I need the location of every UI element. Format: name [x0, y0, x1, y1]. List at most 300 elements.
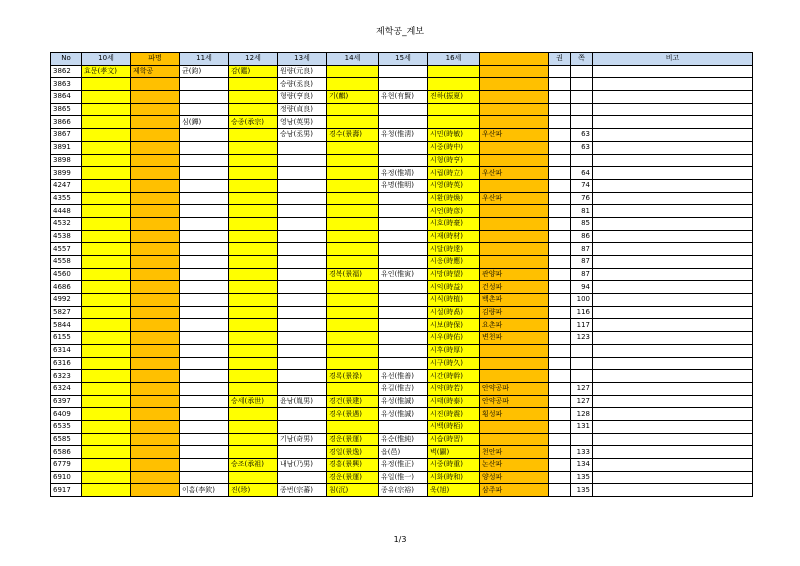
cell-col-gen11	[180, 370, 229, 383]
cell-col-branch	[131, 395, 180, 408]
cell-col-no: 3863	[51, 78, 82, 91]
cell-col-page: 116	[571, 306, 593, 319]
cell-col-gen12: 승세(承世)	[229, 395, 278, 408]
cell-col-gen10	[82, 344, 131, 357]
table-row	[51, 179, 753, 192]
cell-col-gen12: 승종(承宗)	[229, 116, 278, 129]
cell-col-gen11	[180, 205, 229, 218]
cell-col-gen10	[82, 370, 131, 383]
cell-col-remarks	[593, 116, 753, 129]
table-row	[51, 306, 753, 319]
cell-col-no: 4247	[51, 179, 82, 192]
cell-col-remarks	[593, 420, 753, 433]
cell-col-page: 87	[571, 243, 593, 256]
cell-col-gen11	[180, 433, 229, 446]
cell-col-gen12	[229, 344, 278, 357]
cell-col-branch	[131, 129, 180, 142]
cell-col-gen10	[82, 420, 131, 433]
cell-col-branch	[131, 281, 180, 294]
cell-col-gen10	[82, 332, 131, 345]
cell-col-page: 81	[571, 205, 593, 218]
header-col-gen13: 13세	[278, 53, 327, 66]
cell-col-page	[571, 91, 593, 104]
cell-col-remarks	[593, 408, 753, 421]
cell-col-page: 128	[571, 408, 593, 421]
table-row	[51, 154, 753, 167]
cell-col-gen12	[229, 306, 278, 319]
cell-col-volume	[549, 446, 571, 459]
cell-col-gen16: 시약(時若)	[428, 382, 480, 395]
cell-col-gen14	[327, 420, 379, 433]
cell-col-gen14: 경흥(景興)	[327, 459, 379, 472]
cell-col-gen16	[428, 116, 480, 129]
cell-col-gen16: 시중(時中)	[428, 141, 480, 154]
cell-col-gen16: 벽(闢)	[428, 446, 480, 459]
cell-col-gen12: 진(珍)	[229, 484, 278, 497]
table-row	[51, 129, 753, 142]
table-row	[51, 332, 753, 345]
cell-col-sect: 김량파	[480, 306, 549, 319]
cell-col-gen12	[229, 103, 278, 116]
cell-col-remarks	[593, 154, 753, 167]
cell-col-page: 76	[571, 192, 593, 205]
cell-col-sect	[480, 357, 549, 370]
cell-col-gen12	[229, 141, 278, 154]
cell-col-gen13: 원량(元良)	[278, 65, 327, 78]
table-row	[51, 268, 753, 281]
cell-col-branch	[131, 408, 180, 421]
cell-col-page: 133	[571, 446, 593, 459]
cell-col-gen14	[327, 294, 379, 307]
cell-col-gen15	[379, 256, 428, 269]
cell-col-gen15	[379, 192, 428, 205]
cell-col-gen10	[82, 154, 131, 167]
cell-col-no: 6409	[51, 408, 82, 421]
cell-col-gen10	[82, 459, 131, 472]
cell-col-branch	[131, 433, 180, 446]
cell-col-gen16: 시우(時佑)	[428, 332, 480, 345]
cell-col-sect: 우산파	[480, 129, 549, 142]
cell-col-remarks	[593, 294, 753, 307]
cell-col-volume	[549, 281, 571, 294]
cell-col-gen10	[82, 217, 131, 230]
cell-col-sect	[480, 433, 549, 446]
cell-col-gen13	[278, 319, 327, 332]
cell-col-gen15	[379, 294, 428, 307]
cell-col-volume	[549, 471, 571, 484]
header-col-gen12: 12세	[229, 53, 278, 66]
cell-col-page: 135	[571, 484, 593, 497]
cell-col-gen13	[278, 154, 327, 167]
cell-col-volume	[549, 91, 571, 104]
cell-col-page: 74	[571, 179, 593, 192]
header-col-sect	[480, 53, 549, 66]
cell-col-gen12	[229, 408, 278, 421]
cell-col-gen10	[82, 471, 131, 484]
cell-col-gen16: 시식(時植)	[428, 294, 480, 307]
cell-col-remarks	[593, 319, 753, 332]
cell-col-gen11	[180, 256, 229, 269]
cell-col-gen15: 유선(惟善)	[379, 370, 428, 383]
cell-col-sect: 천안파	[480, 446, 549, 459]
cell-col-volume	[549, 357, 571, 370]
cell-col-no: 6323	[51, 370, 82, 383]
cell-col-gen13	[278, 205, 327, 218]
cell-col-page	[571, 370, 593, 383]
cell-col-gen13	[278, 382, 327, 395]
cell-col-gen14: 기(麒)	[327, 91, 379, 104]
table-row	[51, 382, 753, 395]
cell-col-volume	[549, 167, 571, 180]
cell-col-gen16: 시후(時厚)	[428, 344, 480, 357]
cell-col-volume	[549, 382, 571, 395]
cell-col-gen11: 이흠(李欽)	[180, 484, 229, 497]
cell-col-page	[571, 65, 593, 78]
cell-col-gen13	[278, 294, 327, 307]
cell-col-gen13	[278, 268, 327, 281]
cell-col-branch	[131, 471, 180, 484]
cell-col-gen12	[229, 420, 278, 433]
cell-col-gen16: 시태(時泰)	[428, 395, 480, 408]
cell-col-gen15	[379, 103, 428, 116]
cell-col-gen14	[327, 319, 379, 332]
cell-col-sect: 양성파	[480, 471, 549, 484]
cell-col-remarks	[593, 91, 753, 104]
cell-col-branch	[131, 370, 180, 383]
table-row	[51, 294, 753, 307]
cell-col-remarks	[593, 332, 753, 345]
cell-col-page	[571, 433, 593, 446]
cell-col-gen14	[327, 78, 379, 91]
cell-col-gen13	[278, 192, 327, 205]
cell-col-no: 4558	[51, 256, 82, 269]
cell-col-gen15	[379, 65, 428, 78]
table-row	[51, 420, 753, 433]
cell-col-gen12	[229, 78, 278, 91]
cell-col-branch	[131, 103, 180, 116]
table-row	[51, 65, 753, 78]
cell-col-no: 4557	[51, 243, 82, 256]
cell-col-gen14	[327, 332, 379, 345]
cell-col-gen11	[180, 230, 229, 243]
header-col-volume: 권	[549, 53, 571, 66]
table-row	[51, 217, 753, 230]
cell-col-sect	[480, 65, 549, 78]
cell-col-remarks	[593, 382, 753, 395]
cell-col-gen11: 심(鐔)	[180, 116, 229, 129]
cell-col-gen15: 유현(有賢)	[379, 91, 428, 104]
cell-col-gen11	[180, 294, 229, 307]
cell-col-remarks	[593, 78, 753, 91]
cell-col-sect	[480, 78, 549, 91]
cell-col-gen10	[82, 230, 131, 243]
cell-col-volume	[549, 65, 571, 78]
cell-col-no: 3864	[51, 91, 82, 104]
cell-col-gen13: 정량(貞良)	[278, 103, 327, 116]
cell-col-no: 4992	[51, 294, 82, 307]
cell-col-gen14	[327, 382, 379, 395]
cell-col-no: 5844	[51, 319, 82, 332]
cell-col-gen10	[82, 192, 131, 205]
cell-col-no: 3891	[51, 141, 82, 154]
cell-col-volume	[549, 192, 571, 205]
table-row	[51, 281, 753, 294]
cell-col-no: 6324	[51, 382, 82, 395]
cell-col-gen16: 시습(時習)	[428, 433, 480, 446]
cell-col-gen13	[278, 420, 327, 433]
cell-col-page	[571, 344, 593, 357]
cell-col-remarks	[593, 306, 753, 319]
cell-col-gen11	[180, 395, 229, 408]
cell-col-gen12: 감(鑑)	[229, 65, 278, 78]
cell-col-gen11	[180, 471, 229, 484]
cell-col-gen16: 시호(時豪)	[428, 217, 480, 230]
cell-col-gen16: 시중(時重)	[428, 459, 480, 472]
cell-col-no: 6535	[51, 420, 82, 433]
cell-col-gen10	[82, 484, 131, 497]
cell-col-gen16: 시응(時應)	[428, 256, 480, 269]
cell-col-gen15	[379, 217, 428, 230]
cell-col-no: 4538	[51, 230, 82, 243]
cell-col-gen11	[180, 332, 229, 345]
cell-col-gen15: 유인(惟寅)	[379, 268, 428, 281]
cell-col-gen15	[379, 116, 428, 129]
cell-col-gen14	[327, 344, 379, 357]
cell-col-no: 3862	[51, 65, 82, 78]
cell-col-gen12	[229, 281, 278, 294]
cell-col-volume	[549, 344, 571, 357]
cell-col-branch	[131, 154, 180, 167]
cell-col-gen10	[82, 256, 131, 269]
cell-col-branch	[131, 230, 180, 243]
cell-col-gen10	[82, 446, 131, 459]
cell-col-sect: 건성파	[480, 281, 549, 294]
cell-col-gen15: 유일(惟一)	[379, 471, 428, 484]
cell-col-gen11	[180, 268, 229, 281]
cell-col-remarks	[593, 179, 753, 192]
cell-col-gen16	[428, 65, 480, 78]
table-row	[51, 205, 753, 218]
cell-col-branch	[131, 420, 180, 433]
cell-col-gen13	[278, 217, 327, 230]
header-col-gen15: 15세	[379, 53, 428, 66]
cell-col-gen10	[82, 243, 131, 256]
table-row	[51, 459, 753, 472]
cell-col-gen12: 승조(承祖)	[229, 459, 278, 472]
cell-col-volume	[549, 141, 571, 154]
cell-col-gen11	[180, 243, 229, 256]
cell-col-gen11	[180, 459, 229, 472]
cell-col-branch: 제학공	[131, 65, 180, 78]
cell-col-gen15: 유청(惟淸)	[379, 129, 428, 142]
cell-col-gen14	[327, 357, 379, 370]
cell-col-no: 6586	[51, 446, 82, 459]
cell-col-page: 87	[571, 268, 593, 281]
cell-col-no: 4532	[51, 217, 82, 230]
cell-col-gen11	[180, 78, 229, 91]
cell-col-branch	[131, 306, 180, 319]
cell-col-gen11	[180, 382, 229, 395]
cell-col-branch	[131, 179, 180, 192]
table-row	[51, 243, 753, 256]
cell-col-gen12	[229, 332, 278, 345]
cell-col-branch	[131, 357, 180, 370]
cell-col-gen15: 유정(惟正)	[379, 459, 428, 472]
cell-col-branch	[131, 294, 180, 307]
table-row	[51, 344, 753, 357]
cell-col-remarks	[593, 256, 753, 269]
cell-col-remarks	[593, 205, 753, 218]
cell-col-page: 85	[571, 217, 593, 230]
cell-col-volume	[549, 306, 571, 319]
cell-col-sect	[480, 344, 549, 357]
cell-col-no: 3899	[51, 167, 82, 180]
cell-col-gen10	[82, 395, 131, 408]
cell-col-gen16	[428, 78, 480, 91]
cell-col-branch	[131, 217, 180, 230]
cell-col-gen12	[229, 167, 278, 180]
cell-col-gen15	[379, 319, 428, 332]
cell-col-gen14	[327, 154, 379, 167]
cell-col-gen15	[379, 281, 428, 294]
header-col-gen10: 10세	[82, 53, 131, 66]
cell-col-gen15	[379, 78, 428, 91]
cell-col-gen10	[82, 382, 131, 395]
cell-col-remarks	[593, 281, 753, 294]
page-title: 제학공_계보	[376, 27, 424, 37]
cell-col-gen12	[229, 205, 278, 218]
cell-col-gen15: 읍(邑)	[379, 446, 428, 459]
cell-col-gen16: 시영(時英)	[428, 179, 480, 192]
header-col-gen16: 16세	[428, 53, 480, 66]
cell-col-sect: 관양파	[480, 268, 549, 281]
cell-col-gen16: 욱(旭)	[428, 484, 480, 497]
cell-col-gen14: 경록(景祿)	[327, 370, 379, 383]
cell-col-gen10	[82, 205, 131, 218]
cell-col-gen15	[379, 420, 428, 433]
cell-col-no: 6779	[51, 459, 82, 472]
header-col-page: 쪽	[571, 53, 593, 66]
cell-col-branch	[131, 382, 180, 395]
cell-col-no: 6585	[51, 433, 82, 446]
cell-col-gen12	[229, 382, 278, 395]
cell-col-gen11	[180, 129, 229, 142]
cell-col-no: 4560	[51, 268, 82, 281]
cell-col-gen16: 시보(時保)	[428, 319, 480, 332]
cell-col-gen12	[229, 446, 278, 459]
cell-col-volume	[549, 408, 571, 421]
table-row	[51, 357, 753, 370]
table-row	[51, 484, 753, 497]
cell-col-no: 6917	[51, 484, 82, 497]
cell-col-volume	[549, 332, 571, 345]
cell-col-gen10	[82, 179, 131, 192]
header-col-remarks: 비고	[593, 53, 753, 66]
cell-col-remarks	[593, 433, 753, 446]
cell-col-sect	[480, 243, 549, 256]
cell-col-volume	[549, 268, 571, 281]
cell-col-gen10	[82, 129, 131, 142]
cell-col-gen14	[327, 230, 379, 243]
table-row	[51, 103, 753, 116]
cell-col-sect: 우산파	[480, 167, 549, 180]
cell-col-sect: 변천파	[480, 332, 549, 345]
cell-col-page	[571, 103, 593, 116]
cell-col-gen14	[327, 167, 379, 180]
cell-col-gen16: 시언(時彦)	[428, 205, 480, 218]
cell-col-branch	[131, 116, 180, 129]
cell-col-gen11	[180, 192, 229, 205]
cell-col-no: 4448	[51, 205, 82, 218]
cell-col-gen13: 승남(丞男)	[278, 129, 327, 142]
cell-col-gen16: 시환(時煥)	[428, 192, 480, 205]
cell-col-volume	[549, 129, 571, 142]
cell-col-volume	[549, 256, 571, 269]
cell-col-gen16: 시립(時立)	[428, 167, 480, 180]
cell-col-gen10	[82, 103, 131, 116]
cell-col-gen13: 승량(丞良)	[278, 78, 327, 91]
cell-col-gen13	[278, 281, 327, 294]
cell-col-branch	[131, 484, 180, 497]
cell-col-gen16: 시민(時敏)	[428, 129, 480, 142]
cell-col-gen14: 침(沉)	[327, 484, 379, 497]
cell-col-page: 134	[571, 459, 593, 472]
cell-col-volume	[549, 484, 571, 497]
cell-col-gen13: 형량(亨良)	[278, 91, 327, 104]
cell-col-no: 6155	[51, 332, 82, 345]
cell-col-branch	[131, 192, 180, 205]
cell-col-gen10	[82, 78, 131, 91]
cell-col-gen15: 유정(惟靖)	[379, 167, 428, 180]
cell-col-gen13: 영남(英男)	[278, 116, 327, 129]
cell-col-gen10	[82, 268, 131, 281]
cell-col-volume	[549, 420, 571, 433]
cell-col-remarks	[593, 484, 753, 497]
cell-col-gen14	[327, 116, 379, 129]
cell-col-sect	[480, 154, 549, 167]
cell-col-remarks	[593, 370, 753, 383]
cell-col-gen11	[180, 167, 229, 180]
cell-col-gen14	[327, 306, 379, 319]
cell-col-branch	[131, 344, 180, 357]
cell-col-volume	[549, 205, 571, 218]
table-row	[51, 192, 753, 205]
cell-col-sect	[480, 179, 549, 192]
cell-col-gen16: 시구(時久)	[428, 357, 480, 370]
cell-col-volume	[549, 243, 571, 256]
cell-col-gen15	[379, 230, 428, 243]
cell-col-gen11: 균(鈞)	[180, 65, 229, 78]
cell-col-gen11	[180, 179, 229, 192]
cell-col-no: 4355	[51, 192, 82, 205]
cell-col-page: 135	[571, 471, 593, 484]
cell-col-gen16: 시설(時卨)	[428, 306, 480, 319]
cell-col-gen11	[180, 408, 229, 421]
table-row	[51, 116, 753, 129]
cell-col-page: 63	[571, 129, 593, 142]
cell-col-gen10	[82, 281, 131, 294]
cell-col-gen13	[278, 370, 327, 383]
cell-col-page: 127	[571, 395, 593, 408]
cell-col-gen13	[278, 243, 327, 256]
cell-col-branch	[131, 459, 180, 472]
cell-col-volume	[549, 230, 571, 243]
cell-col-remarks	[593, 192, 753, 205]
cell-col-gen13	[278, 141, 327, 154]
cell-col-gen15: 유순(惟純)	[379, 433, 428, 446]
cell-col-volume	[549, 370, 571, 383]
cell-col-gen13: 기남(奇男)	[278, 433, 327, 446]
